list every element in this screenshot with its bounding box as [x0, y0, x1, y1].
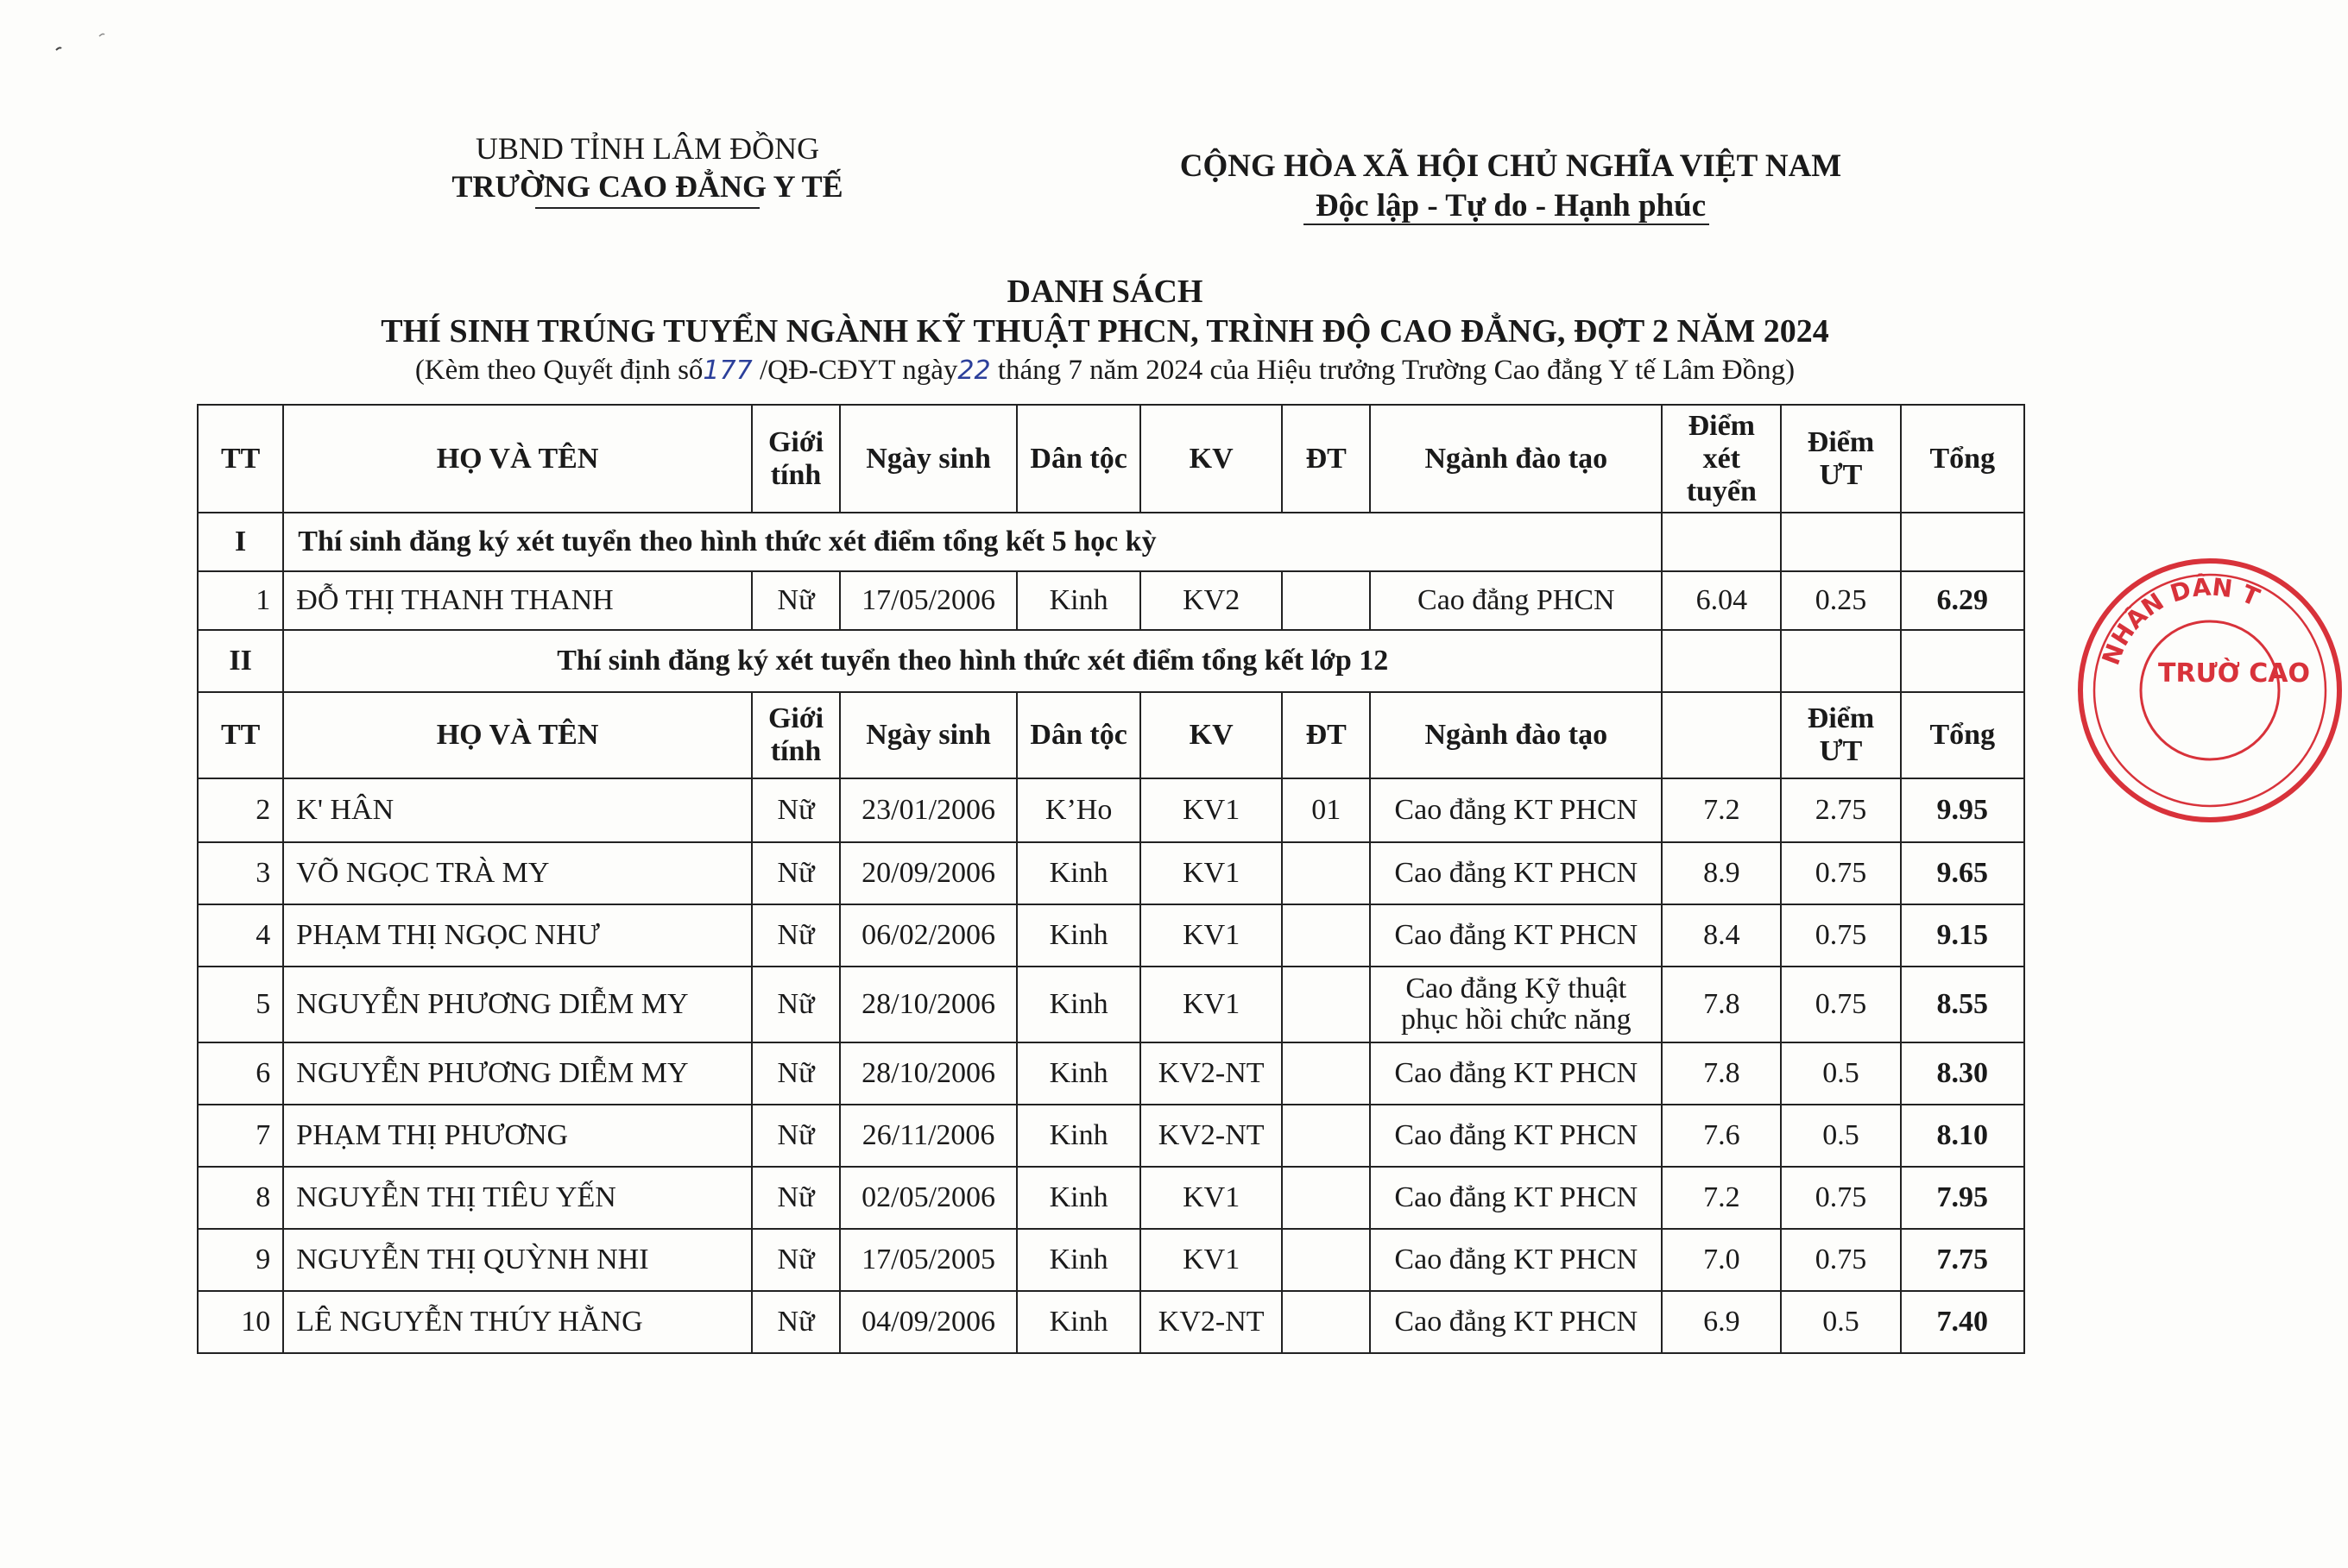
- decision-prefix: (Kèm theo Quyết định số: [414, 355, 704, 386]
- title-line1: DANH SÁCH: [1007, 274, 1203, 310]
- cell-score: 6.9: [1662, 1291, 1781, 1353]
- cell-gender: Nữ: [752, 1105, 840, 1167]
- cell-tt: 4: [198, 904, 283, 967]
- col-dt: ĐT: [1282, 692, 1370, 778]
- cell-gender: Nữ: [752, 904, 840, 967]
- cell-name: NGUYỄN THỊ TIÊU YẾN: [283, 1167, 752, 1229]
- cell-name: PHẠM THỊ NGỌC NHƯ: [283, 904, 752, 967]
- table-row: [198, 1042, 2024, 1105]
- cell-priority: 0.5: [1781, 1042, 1900, 1105]
- title-line2: THÍ SINH TRÚNG TUYỂN NGÀNH KỸ THUẬT PHCN, TRÌNH ĐỘ CAO ĐẲNG, ĐỢT 2 NĂM 2024: [381, 313, 1829, 349]
- cell-dt: [1282, 1105, 1370, 1167]
- col-total: Tổng: [1901, 405, 2024, 513]
- cell-priority: 0.75: [1781, 967, 1900, 1042]
- col-ethnicity: Dân tộc: [1017, 692, 1140, 778]
- cell-total: 8.10: [1901, 1105, 2024, 1167]
- cell-kv: KV1: [1140, 778, 1282, 842]
- table-row: [198, 967, 2024, 1042]
- cell-major: Cao đẳng KT PHCN: [1370, 904, 1662, 967]
- seal-top-text: NHÂN DÂN T: [2096, 572, 2264, 669]
- section-row-2: [198, 630, 2024, 692]
- col-gender: Giới tính: [752, 692, 840, 778]
- cell-tt: 10: [198, 1291, 283, 1353]
- cell-score: 7.8: [1662, 967, 1781, 1042]
- col-total: Tổng: [1901, 692, 2024, 778]
- cell-dob: 06/02/2006: [840, 904, 1017, 967]
- cell-priority: 0.5: [1781, 1105, 1900, 1167]
- cell-name: LÊ NGUYỄN THÚY HẰNG: [283, 1291, 752, 1353]
- cell-name: NGUYỄN PHƯƠNG DIỄM MY: [283, 967, 752, 1042]
- cell-tt: 6: [198, 1042, 283, 1105]
- cell-priority: 0.25: [1781, 571, 1900, 630]
- cell-priority: 0.75: [1781, 904, 1900, 967]
- cell-priority: 0.75: [1781, 1229, 1900, 1291]
- motto-underline: [1303, 224, 1709, 225]
- cell-total: 9.65: [1901, 842, 2024, 904]
- cell-ethnicity: Kinh: [1017, 904, 1140, 967]
- cell-major: Cao đẳng KT PHCN: [1370, 778, 1662, 842]
- section-roman: I: [198, 513, 283, 571]
- title-decision-line: [259, 351, 1951, 390]
- cell-ethnicity: Kinh: [1017, 1167, 1140, 1229]
- cell-total: 9.95: [1901, 778, 2024, 842]
- cell-dt: [1282, 571, 1370, 630]
- cell-dt: [1282, 842, 1370, 904]
- cell-dob: 20/09/2006: [840, 842, 1017, 904]
- seal-center-text: TRƯỜ CAO: [2158, 658, 2311, 689]
- table-row: [198, 1291, 2024, 1353]
- cell-total: 8.30: [1901, 1042, 2024, 1105]
- cell-dt: [1282, 1229, 1370, 1291]
- cell-total: 9.15: [1901, 904, 2024, 967]
- decision-mid: /QĐ-CĐYT ngày: [759, 355, 958, 386]
- cell-ethnicity: K’Ho: [1017, 778, 1140, 842]
- col-major: Ngành đào tạo: [1370, 405, 1662, 513]
- cell-dt: [1282, 1167, 1370, 1229]
- cell-name: VÕ NGỌC TRÀ MY: [283, 842, 752, 904]
- col-name: HỌ VÀ TÊN: [283, 405, 752, 513]
- scan-speck-icon: [47, 17, 117, 69]
- col-dob: Ngày sinh: [840, 692, 1017, 778]
- col-kv: KV: [1140, 405, 1282, 513]
- cell-kv: KV2-NT: [1140, 1042, 1282, 1105]
- cell-gender: Nữ: [752, 967, 840, 1042]
- cell-tt: 2: [198, 778, 283, 842]
- cell-major: Cao đẳng KT PHCN: [1370, 1167, 1662, 1229]
- col-dob: Ngày sinh: [840, 405, 1017, 513]
- col-tt: TT: [198, 405, 283, 513]
- cell-dt: [1282, 967, 1370, 1042]
- svg-text:NHÂN DÂN T: [2097, 572, 2264, 669]
- issuer-school: TRƯỜNG CAO ĐẲNG Y TẾ: [451, 169, 843, 204]
- table-row: [198, 842, 2024, 904]
- cell-kv: KV1: [1140, 967, 1282, 1042]
- cell-kv: KV1: [1140, 1229, 1282, 1291]
- col-name: HỌ VÀ TÊN: [283, 692, 752, 778]
- cell-gender: Nữ: [752, 1229, 840, 1291]
- cell-ethnicity: Kinh: [1017, 842, 1140, 904]
- issuer-underline: [535, 207, 760, 209]
- cell-name: K' HÂN: [283, 778, 752, 842]
- cell-total: 8.55: [1901, 967, 2024, 1042]
- cell-major: Cao đẳng KT PHCN: [1370, 842, 1662, 904]
- cell-dt: [1282, 1291, 1370, 1353]
- col-major: Ngành đào tạo: [1370, 692, 1662, 778]
- table-row: [198, 904, 2024, 967]
- cell-dt: 01: [1282, 778, 1370, 842]
- cell-score: 8.9: [1662, 842, 1781, 904]
- issuer-header: [388, 129, 906, 205]
- cell-tt: 9: [198, 1229, 283, 1291]
- cell-total: 7.40: [1901, 1291, 2024, 1353]
- cell-gender: Nữ: [752, 842, 840, 904]
- cell-priority: 0.5: [1781, 1291, 1900, 1353]
- cell-gender: Nữ: [752, 571, 840, 630]
- cell-ethnicity: Kinh: [1017, 1229, 1140, 1291]
- cell-name: NGUYỄN THỊ QUỲNH NHI: [283, 1229, 752, 1291]
- cell-name: ĐỖ THỊ THANH THANH: [283, 571, 752, 630]
- cell-dob: 02/05/2006: [840, 1167, 1017, 1229]
- section-label: Thí sinh đăng ký xét tuyển theo hình thức xét điểm tổng kết 5 học kỳ: [283, 513, 1662, 571]
- cell-dob: 17/05/2006: [840, 571, 1017, 630]
- cell-ethnicity: Kinh: [1017, 571, 1140, 630]
- cell-score: 8.4: [1662, 904, 1781, 967]
- cell-major: Cao đẳng KT PHCN: [1370, 1042, 1662, 1105]
- cell-score: 7.8: [1662, 1042, 1781, 1105]
- cell-major: Cao đẳng PHCN: [1370, 571, 1662, 630]
- col-score: Điểm xét tuyển: [1662, 405, 1781, 513]
- cell-dob: 28/10/2006: [840, 967, 1017, 1042]
- cell-priority: 0.75: [1781, 842, 1900, 904]
- cell-dob: 17/05/2005: [840, 1229, 1017, 1291]
- cell-gender: Nữ: [752, 778, 840, 842]
- cell-total: 7.95: [1901, 1167, 2024, 1229]
- decision-suffix: tháng 7 năm 2024 của Hiệu trưởng Trường Cao đẳng Y tế Lâm Đồng): [997, 355, 1796, 386]
- decision-number: 177: [703, 356, 753, 386]
- cell-tt: 1: [198, 571, 283, 630]
- section-roman: II: [198, 630, 283, 692]
- section-label: Thí sinh đăng ký xét tuyển theo hình thức xét điểm tổng kết lớp 12: [283, 630, 1662, 692]
- national-name: CỘNG HÒA XÃ HỘI CHỦ NGHĨA VIỆT NAM: [1179, 148, 1842, 184]
- cell-dob: 26/11/2006: [840, 1105, 1017, 1167]
- col-ethnicity: Dân tộc: [1017, 405, 1140, 513]
- cell-kv: KV1: [1140, 842, 1282, 904]
- cell-dt: [1282, 1042, 1370, 1105]
- cell-ethnicity: Kinh: [1017, 1042, 1140, 1105]
- cell-dob: 28/10/2006: [840, 1042, 1017, 1105]
- cell-score: 7.2: [1662, 778, 1781, 842]
- cell-major: Cao đẳng KT PHCN: [1370, 1105, 1662, 1167]
- col-kv: KV: [1140, 692, 1282, 778]
- national-header: [1157, 147, 1865, 226]
- cell-dob: 23/01/2006: [840, 778, 1017, 842]
- cell-tt: 5: [198, 967, 283, 1042]
- col-dt: ĐT: [1282, 405, 1370, 513]
- cell-kv: KV2-NT: [1140, 1291, 1282, 1353]
- cell-gender: Nữ: [752, 1042, 840, 1105]
- cell-dob: 04/09/2006: [840, 1291, 1017, 1353]
- cell-priority: 0.75: [1781, 1167, 1900, 1229]
- col-priority: Điểm ƯT: [1781, 692, 1900, 778]
- table-row: [198, 1105, 2024, 1167]
- cell-kv: KV1: [1140, 1167, 1282, 1229]
- cell-score: 7.2: [1662, 1167, 1781, 1229]
- cell-ethnicity: Kinh: [1017, 1105, 1140, 1167]
- cell-major: Cao đẳng KT PHCN: [1370, 1291, 1662, 1353]
- cell-tt: 7: [198, 1105, 283, 1167]
- cell-kv: KV1: [1140, 904, 1282, 967]
- table-row: [198, 571, 2024, 630]
- cell-score: 7.6: [1662, 1105, 1781, 1167]
- cell-total: 6.29: [1901, 571, 2024, 630]
- cell-kv: KV2-NT: [1140, 1105, 1282, 1167]
- admission-table: [197, 404, 2025, 1354]
- table-header-row: [198, 405, 2024, 513]
- document-title: [259, 272, 1951, 390]
- cell-major: Cao đẳng KT PHCN: [1370, 1229, 1662, 1291]
- national-motto: Độc lập - Tự do - Hạnh phúc: [1315, 188, 1707, 224]
- cell-tt: 3: [198, 842, 283, 904]
- cell-kv: KV2: [1140, 571, 1282, 630]
- col-gender: Giới tính: [752, 405, 840, 513]
- cell-name: NGUYỄN PHƯƠNG DIỄM MY: [283, 1042, 752, 1105]
- section-row-1: [198, 513, 2024, 571]
- cell-total: 7.75: [1901, 1229, 2024, 1291]
- table-row: [198, 778, 2024, 842]
- cell-priority: 2.75: [1781, 778, 1900, 842]
- cell-major: Cao đẳng Kỹ thuật phục hồi chức năng: [1370, 967, 1662, 1042]
- decision-day: 22: [957, 356, 991, 386]
- cell-score: 6.04: [1662, 571, 1781, 630]
- cell-gender: Nữ: [752, 1291, 840, 1353]
- table-row: [198, 1167, 2024, 1229]
- cell-ethnicity: Kinh: [1017, 1291, 1140, 1353]
- cell-dt: [1282, 904, 1370, 967]
- cell-tt: 8: [198, 1167, 283, 1229]
- cell-name: PHẠM THỊ PHƯƠNG: [283, 1105, 752, 1167]
- cell-score: 7.0: [1662, 1229, 1781, 1291]
- table-row: [198, 1229, 2024, 1291]
- cell-ethnicity: Kinh: [1017, 967, 1140, 1042]
- issuer-parent: UBND TỈNH LÂM ĐỒNG: [475, 131, 820, 166]
- cell-gender: Nữ: [752, 1167, 840, 1229]
- official-seal-icon: [2072, 552, 2348, 828]
- col-priority: Điểm ƯT: [1781, 405, 1900, 513]
- col-tt: TT: [198, 692, 283, 778]
- table-subheader-row: [198, 692, 2024, 778]
